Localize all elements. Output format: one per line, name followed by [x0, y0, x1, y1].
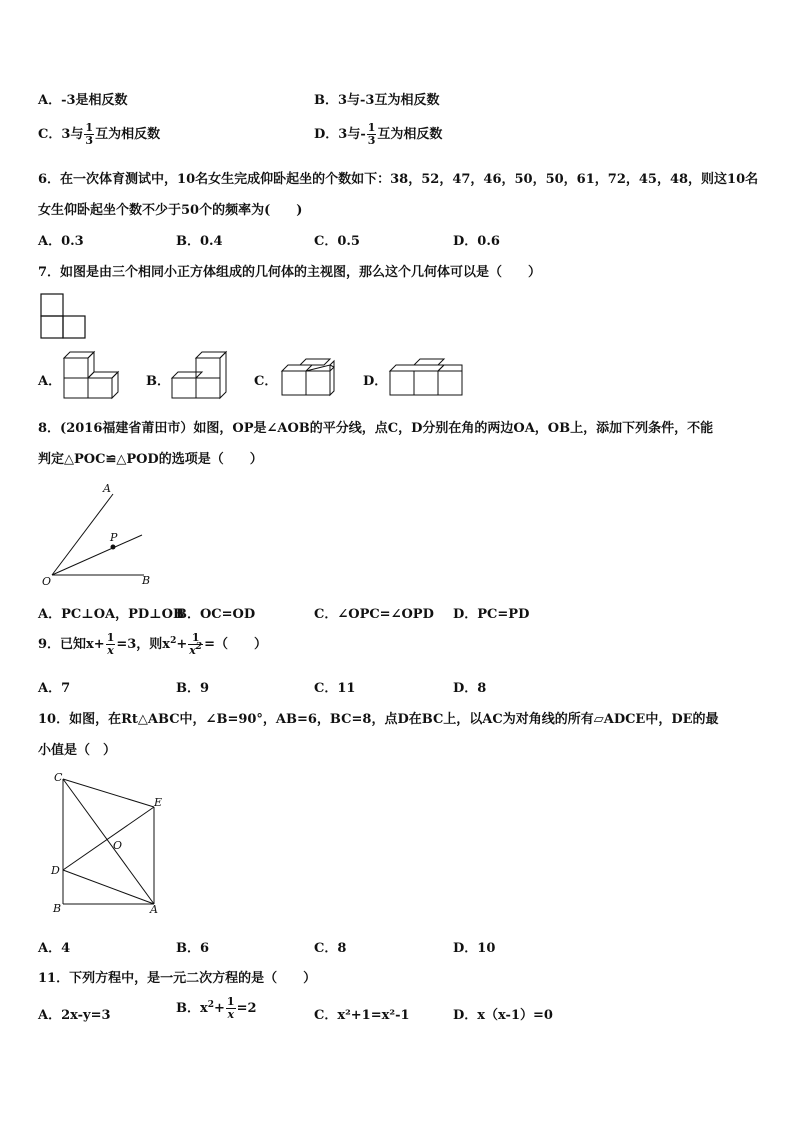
q10-option-a: A．4 — [38, 941, 71, 956]
q9-option-d: D．8 — [453, 681, 487, 696]
q10-parallelogram-figure — [46, 770, 170, 916]
q10-option-c: C．8 — [314, 941, 347, 956]
q9-option-a: A．7 — [38, 681, 71, 696]
q5-option-d: D．3与- $\frac{1}{3}$ 互为相反数 — [314, 121, 443, 147]
q11-text: 11．下列方程中，是一元二次方程的是（ ） — [38, 971, 317, 986]
q6-option-c: C．0.5 — [314, 234, 360, 249]
q10-label-a: A — [150, 903, 158, 916]
q7-option-a-figure — [62, 350, 120, 400]
q6-option-d: D．0.6 — [453, 234, 500, 249]
q10-label-e: E — [154, 796, 163, 809]
q7-option-d-figure — [388, 357, 464, 399]
q11-option-b: B．$x^2+$ $\frac{1}{x}$ =2 — [176, 995, 257, 1021]
q10-label-o: O — [113, 839, 123, 852]
q6-text-line1: 6．在一次体育测试中，10名女生完成仰卧起坐的个数如下：38，52，47，46，50，50，61，72，45，48，则这10名 — [38, 172, 759, 187]
q5-option-c: C．3与 $\frac{1}{3}$ 互为相反数 — [38, 121, 161, 147]
q7-option-d-label: D． — [363, 374, 388, 389]
q11-option-a: A．2x-y=3 — [38, 1008, 111, 1023]
q7-option-b-label: B． — [146, 374, 170, 389]
q7-text: 7．如图是由三个相同小正方体组成的几何体的主视图，那么这个几何体可以是（ ） — [38, 265, 542, 280]
q5-option-a: A．-3是相反数 — [38, 93, 128, 108]
q9-text: 9．已知x+ $\frac{1}{x}$ =3，则$x^2+$ $\frac{1}{x^2}$ =（ ） — [38, 631, 267, 657]
q8-label-a: A — [103, 482, 111, 495]
q8-option-a: A．PC⊥OA，PD⊥OB — [38, 607, 184, 622]
q9-option-b: B．9 — [176, 681, 210, 696]
q6-text-line2: 女生仰卧起坐个数不少于50个的频率为( ) — [38, 203, 303, 218]
q8-text-line1: 8．(2016福建省莆田市）如图，OP是∠AOB的平分线，点C，D分别在角的两边OA，OB上，添加下列条件，不能 — [38, 421, 714, 436]
q8-text-line2: 判定△POC≌△POD的选项是（ ） — [38, 452, 263, 467]
q11-option-d: D．x（x-1）=0 — [453, 1008, 553, 1023]
q7-option-c-figure — [280, 357, 336, 399]
q5-option-b: B．3与-3互为相反数 — [314, 93, 440, 108]
q10-label-c: C — [54, 771, 63, 784]
q7-option-c-label: C． — [254, 374, 278, 389]
q8-option-c: C．∠OPC=∠OPD — [314, 607, 434, 622]
q8-option-d: D．PC=PD — [453, 607, 530, 622]
q8-label-p: P — [110, 531, 118, 544]
q10-label-b: B — [53, 902, 62, 915]
q10-text-line1: 10．如图，在Rt△ABC中，∠B=90°，AB=6，BC=8，点D在BC上，以AC为对角线的所有▱ADCE中，DE的最 — [38, 712, 719, 727]
q10-option-d: D．10 — [453, 941, 496, 956]
q6-option-a: A．0.3 — [38, 234, 84, 249]
q6-option-b: B．0.4 — [176, 234, 223, 249]
q10-text-line2: 小值是（ ） — [38, 743, 117, 758]
q8-option-b: B．OC=OD — [176, 607, 256, 622]
q10-option-b: B．6 — [176, 941, 210, 956]
q11-option-c: C．x²+1=x²-1 — [314, 1008, 410, 1023]
q10-label-d: D — [51, 864, 60, 877]
q7-option-a-label: A． — [38, 374, 62, 389]
q8-angle-figure — [38, 480, 168, 588]
q8-label-b: B — [142, 574, 151, 587]
q7-option-b-figure — [170, 350, 228, 400]
q8-label-o: O — [42, 575, 52, 588]
q9-option-c: C．11 — [314, 681, 356, 696]
q7-front-view-figure — [40, 293, 86, 339]
